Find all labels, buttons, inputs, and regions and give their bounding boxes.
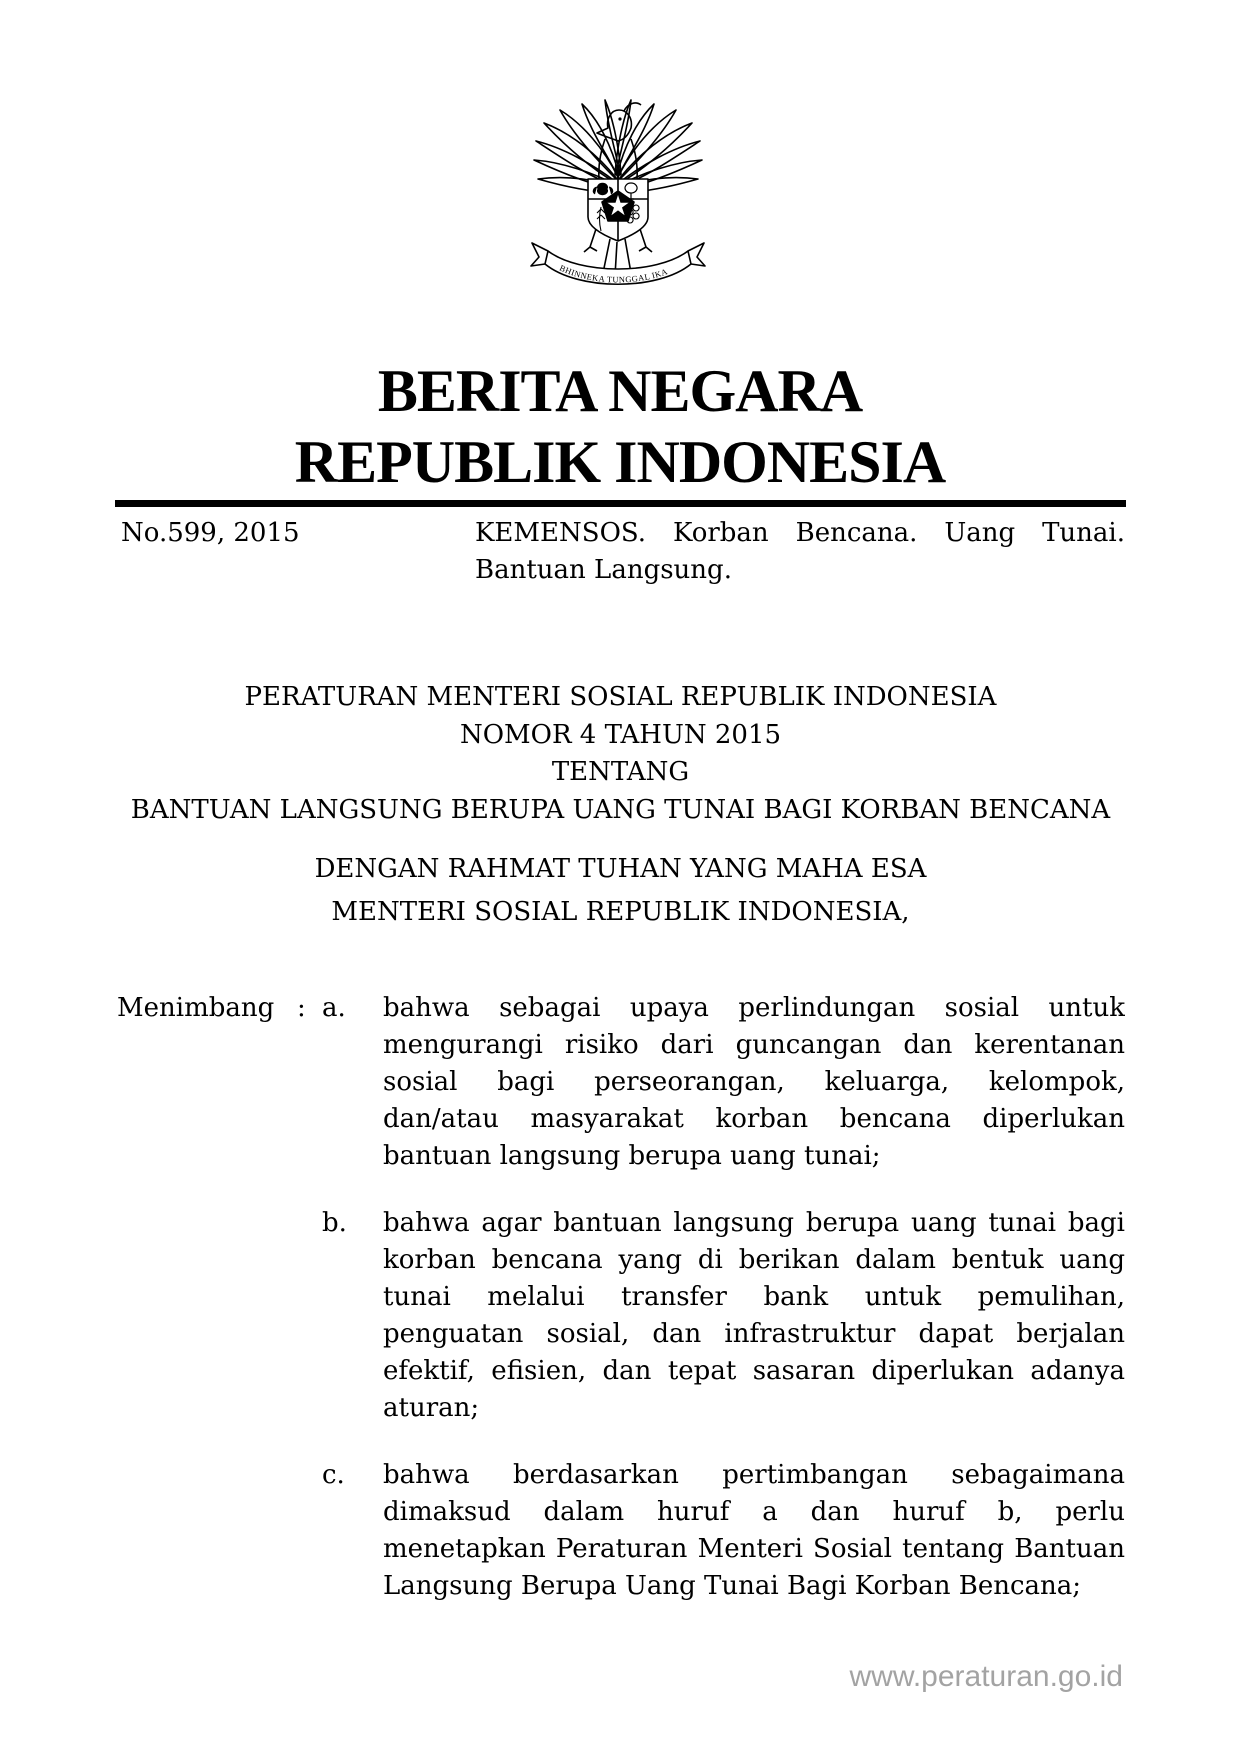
item-text: [383, 1457, 1125, 1605]
item-letter: c.: [322, 1460, 345, 1490]
item-line: efektif, efisien, dan tepat sasaran diperlukan adanya: [383, 1356, 1125, 1386]
item-line: Langsung Berupa Uang Tunai Bagi Korban Bencana;: [383, 1571, 1082, 1601]
consideration-item-a: [117, 990, 1125, 1175]
regulation-number-line: NOMOR 4 TAHUN 2015: [459, 719, 782, 750]
regulation-title-line: PERATURAN MENTERI SOSIAL REPUBLIK INDONESIA: [244, 682, 997, 712]
item-line: bahwa berdasarkan pertimbangan sebagaimana: [383, 1460, 1125, 1490]
item-letter: b.: [322, 1208, 347, 1238]
motto-text: BHINNEKA TUNGGAL IKA: [558, 262, 669, 285]
item-line: mengurangi risiko dari guncangan dan kerentanan: [383, 1030, 1125, 1060]
item-line: menetapkan Peraturan Menteri Sosial tentang Bantuan: [383, 1534, 1125, 1564]
motto-ribbon-icon: [531, 243, 705, 285]
pancasila-shield-icon: [588, 179, 648, 241]
consideration-item-b: [117, 1205, 1125, 1427]
item-line: bahwa sebagai upaya perlindungan sosial untuk: [383, 993, 1125, 1023]
item-line: aturan;: [383, 1393, 480, 1423]
regulation-tentang-line: TENTANG: [551, 757, 690, 787]
masthead-divider: [115, 500, 1126, 507]
item-line: penguatan sosial, dan infrastruktur dapat berjalan: [383, 1319, 1125, 1349]
garuda-pancasila-emblem: [515, 95, 721, 305]
item-line: bantuan langsung berupa uang tunai;: [383, 1141, 881, 1171]
gazette-subject-line: Bantuan Langsung.: [475, 555, 732, 585]
item-line: dan/atau masyarakat korban bencana diperlukan: [383, 1104, 1125, 1134]
considerations-section: [117, 990, 1125, 1605]
considerations-colon: :: [297, 993, 306, 1023]
gazette-subject: [475, 515, 1125, 589]
masthead-line1: BERITA NEGARA: [377, 358, 863, 424]
item-line: bahwa agar bantuan langsung berupa uang tunai bagi: [383, 1208, 1125, 1238]
item-line: dimaksud dalam huruf a dan huruf b, perlu: [383, 1497, 1125, 1527]
website-watermark: www.peraturan.go.id: [849, 1660, 1123, 1693]
invocation-line: DENGAN RAHMAT TUHAN YANG MAHA ESA: [314, 854, 927, 884]
item-text: [383, 1205, 1125, 1427]
gazette-subject-line: KEMENSOS. Korban Bencana. Uang Tunai.: [475, 518, 1125, 548]
authority-line: MENTERI SOSIAL REPUBLIK INDONESIA,: [331, 897, 910, 927]
item-line: korban bencana yang di berikan dalam bentuk uang: [383, 1245, 1125, 1275]
regulation-subject-line: BANTUAN LANGSUNG BERUPA UANG TUNAI BAGI KORBAN BENCANA: [130, 794, 1111, 825]
item-line: sosial bagi perseorangan, keluarga, kelompok,: [383, 1067, 1125, 1097]
item-letter: a.: [322, 993, 346, 1023]
regulation-title: [115, 679, 1126, 829]
item-text: [383, 990, 1125, 1175]
considerations-label: Menimbang: [117, 993, 275, 1023]
consideration-item-c: [117, 1457, 1125, 1605]
eagle-head-icon: [597, 103, 641, 141]
masthead: [0, 356, 1240, 498]
masthead-line2: REPUBLIK INDONESIA: [294, 429, 946, 495]
item-line: tunai melalui transfer bank untuk pemulihan,: [383, 1282, 1125, 1312]
gazette-number: No.599, 2015: [121, 518, 300, 548]
